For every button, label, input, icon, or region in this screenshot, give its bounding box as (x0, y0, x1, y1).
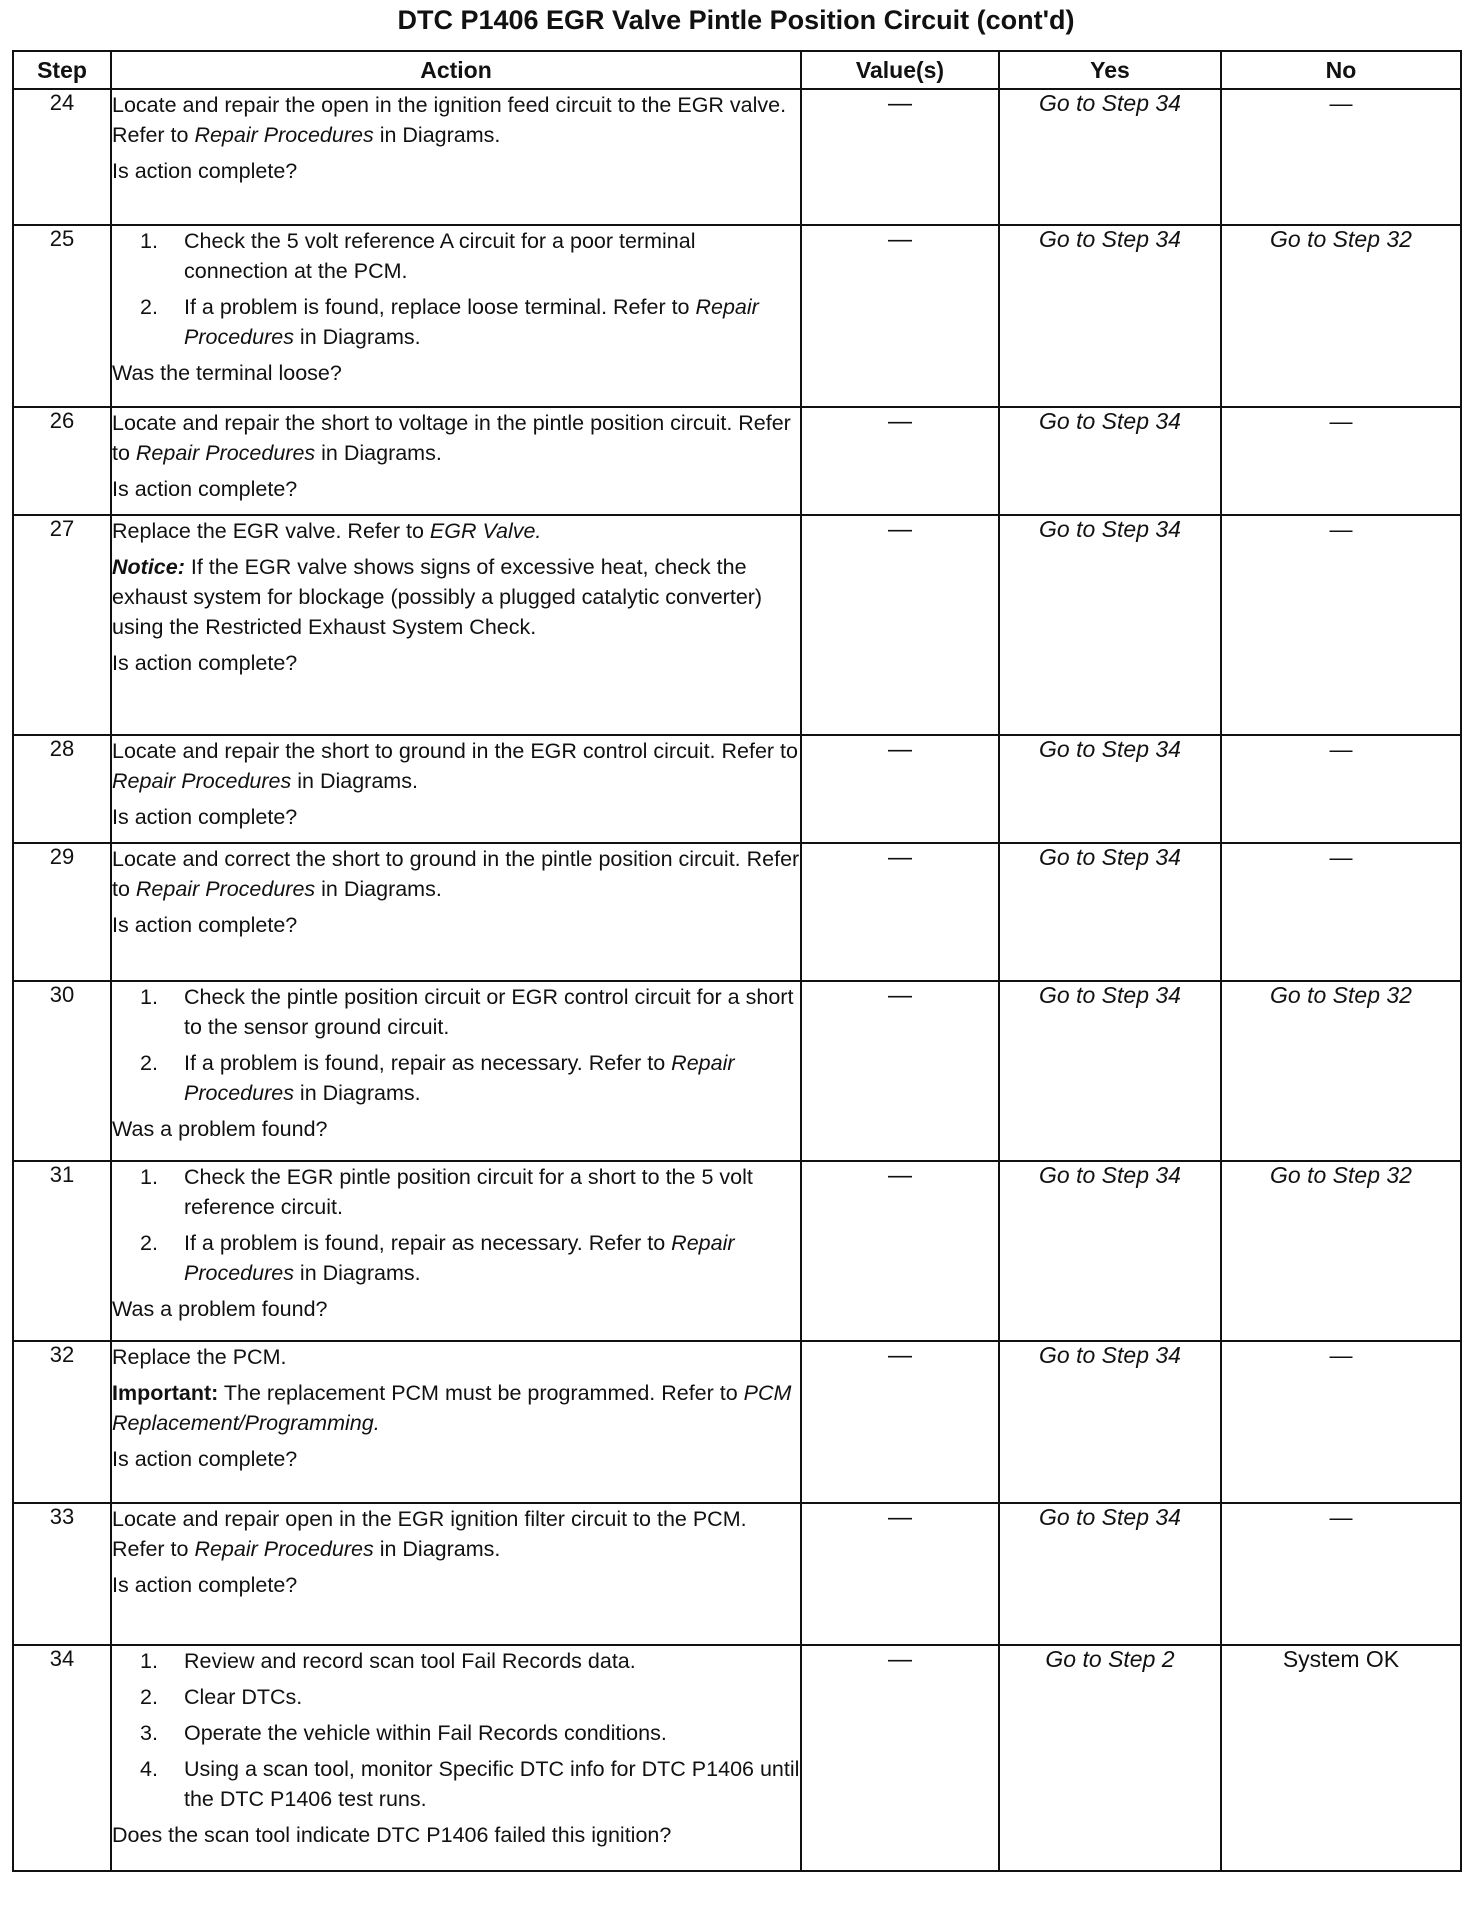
step-number: 31 (13, 1161, 111, 1341)
table-row (13, 735, 1461, 843)
value-cell: — (801, 89, 999, 225)
action-cell (111, 843, 801, 981)
list-item: 1. Check the pintle position circuit or EGR control circuit for a short to the sensor ground circuit. (140, 985, 794, 1039)
value-cell: — (801, 1503, 999, 1645)
table-row (13, 89, 1461, 225)
list-item: 1. Check the 5 volt reference A circuit for a poor terminal connection at the PCM. (140, 229, 696, 283)
step-number: 30 (13, 981, 111, 1161)
page-title: DTC P1406 EGR Valve Pintle Position Circuit (cont'd) (397, 5, 1075, 35)
value-cell: — (801, 1161, 999, 1341)
action-cell (111, 407, 801, 515)
table-row (13, 843, 1461, 981)
yes-cell: Go to Step 34 (999, 1341, 1221, 1503)
header-action: Action (111, 51, 801, 89)
no-cell: — (1221, 1503, 1461, 1645)
table-row (13, 981, 1461, 1161)
list-item: 4. Using a scan tool, monitor Specific DTC info for DTC P1406 until the DTC P1406 test runs. (140, 1757, 800, 1811)
list-item: 1. Check the EGR pintle position circuit for a short to the 5 volt reference circuit. (140, 1165, 753, 1219)
important-text: Important: The replacement PCM must be programmed. Refer to PCM Replacement/Programming. (112, 1381, 792, 1435)
action-cell (111, 1503, 801, 1645)
value-cell: — (801, 843, 999, 981)
list-item: 3. Operate the vehicle within Fail Records conditions. (140, 1721, 667, 1745)
yes-cell: Go to Step 34 (999, 843, 1221, 981)
action-text: Locate and repair the open in the ignition feed circuit to the EGR valve. Refer to Repair Procedures in Diagrams. (112, 93, 787, 147)
no-cell: Go to Step 32 (1221, 1161, 1461, 1341)
diagnostic-table (12, 50, 1462, 1872)
action-question: Was the terminal loose? (112, 361, 342, 385)
action-text: Locate and repair the short to ground in the EGR control circuit. Refer to Repair Procedures in Diagrams. (112, 739, 798, 793)
yes-cell: Go to Step 34 (999, 515, 1221, 735)
value-cell: — (801, 981, 999, 1161)
header-no: No (1221, 51, 1461, 89)
action-cell (111, 89, 801, 225)
no-cell: Go to Step 32 (1221, 981, 1461, 1161)
no-cell: — (1221, 1341, 1461, 1503)
yes-cell: Go to Step 34 (999, 407, 1221, 515)
no-cell: — (1221, 515, 1461, 735)
no-cell: Go to Step 32 (1221, 225, 1461, 407)
action-cell (111, 225, 801, 407)
notice-text: Notice: If the EGR valve shows signs of excessive heat, check the exhaust system for blockage (possibly a plugged catalytic converter) using the Restricted Exhaust System Check. (112, 555, 763, 639)
step-number: 27 (13, 515, 111, 735)
table-row (13, 515, 1461, 735)
step-number: 26 (13, 407, 111, 515)
action-text: Locate and repair the short to voltage in the pintle position circuit. Refer to Repair Procedures in Diagrams. (112, 411, 791, 465)
list-item: 1. Review and record scan tool Fail Records data. (140, 1649, 636, 1673)
step-number: 24 (13, 89, 111, 225)
action-question: Is action complete? (112, 805, 298, 829)
action-question: Is action complete? (112, 913, 298, 937)
value-cell: — (801, 225, 999, 407)
yes-cell: Go to Step 34 (999, 981, 1221, 1161)
value-cell: — (801, 735, 999, 843)
step-number: 33 (13, 1503, 111, 1645)
yes-cell: Go to Step 2 (999, 1645, 1221, 1871)
action-cell (111, 515, 801, 735)
action-question: Does the scan tool indicate DTC P1406 failed this ignition? (112, 1823, 672, 1847)
action-question: Was a problem found? (112, 1117, 328, 1141)
action-text: Replace the PCM. (112, 1345, 287, 1369)
action-text: Replace the EGR valve. Refer to EGR Valve. (112, 519, 542, 543)
value-cell: — (801, 515, 999, 735)
action-question: Is action complete? (112, 1447, 298, 1471)
action-cell (111, 1645, 801, 1871)
step-number: 34 (13, 1645, 111, 1871)
value-cell: — (801, 1341, 999, 1503)
action-cell (111, 981, 801, 1161)
no-cell: — (1221, 407, 1461, 515)
table-row (13, 1341, 1461, 1503)
step-number: 28 (13, 735, 111, 843)
step-number: 32 (13, 1341, 111, 1503)
action-text: Locate and correct the short to ground in the pintle position circuit. Refer to Repair Procedures in Diagrams. (112, 847, 800, 901)
yes-cell: Go to Step 34 (999, 1503, 1221, 1645)
no-cell: — (1221, 89, 1461, 225)
action-question: Is action complete? (112, 159, 298, 183)
no-cell: — (1221, 735, 1461, 843)
header-step: Step (13, 51, 111, 89)
list-item: 2. If a problem is found, repair as necessary. Refer to Repair Procedures in Diagrams. (140, 1231, 735, 1285)
action-cell (111, 1161, 801, 1341)
step-number: 29 (13, 843, 111, 981)
value-cell: — (801, 1645, 999, 1871)
yes-cell: Go to Step 34 (999, 735, 1221, 843)
no-cell: — (1221, 843, 1461, 981)
value-cell: — (801, 407, 999, 515)
action-question: Is action complete? (112, 651, 298, 675)
list-item: 2. If a problem is found, replace loose terminal. Refer to Repair Procedures in Diagrams. (140, 295, 759, 349)
table-row (13, 1645, 1461, 1871)
yes-cell: Go to Step 34 (999, 1161, 1221, 1341)
yes-cell: Go to Step 34 (999, 89, 1221, 225)
action-question: Was a problem found? (112, 1297, 328, 1321)
table-row (13, 225, 1461, 407)
step-number: 25 (13, 225, 111, 407)
action-cell (111, 1341, 801, 1503)
table-row (13, 1161, 1461, 1341)
yes-cell: Go to Step 34 (999, 225, 1221, 407)
action-question: Is action complete? (112, 1573, 298, 1597)
header-yes: Yes (999, 51, 1221, 89)
list-item: 2. Clear DTCs. (140, 1685, 303, 1709)
action-cell (111, 735, 801, 843)
table-row (13, 1503, 1461, 1645)
header-values: Value(s) (801, 51, 999, 89)
list-item: 2. If a problem is found, repair as necessary. Refer to Repair Procedures in Diagrams. (140, 1051, 735, 1105)
action-text: Locate and repair open in the EGR ignition filter circuit to the PCM. Refer to Repair Procedures in Diagrams. (112, 1507, 747, 1561)
table-header-row (13, 51, 1461, 89)
action-question: Is action complete? (112, 477, 298, 501)
table-row (13, 407, 1461, 515)
no-cell: System OK (1221, 1645, 1461, 1871)
